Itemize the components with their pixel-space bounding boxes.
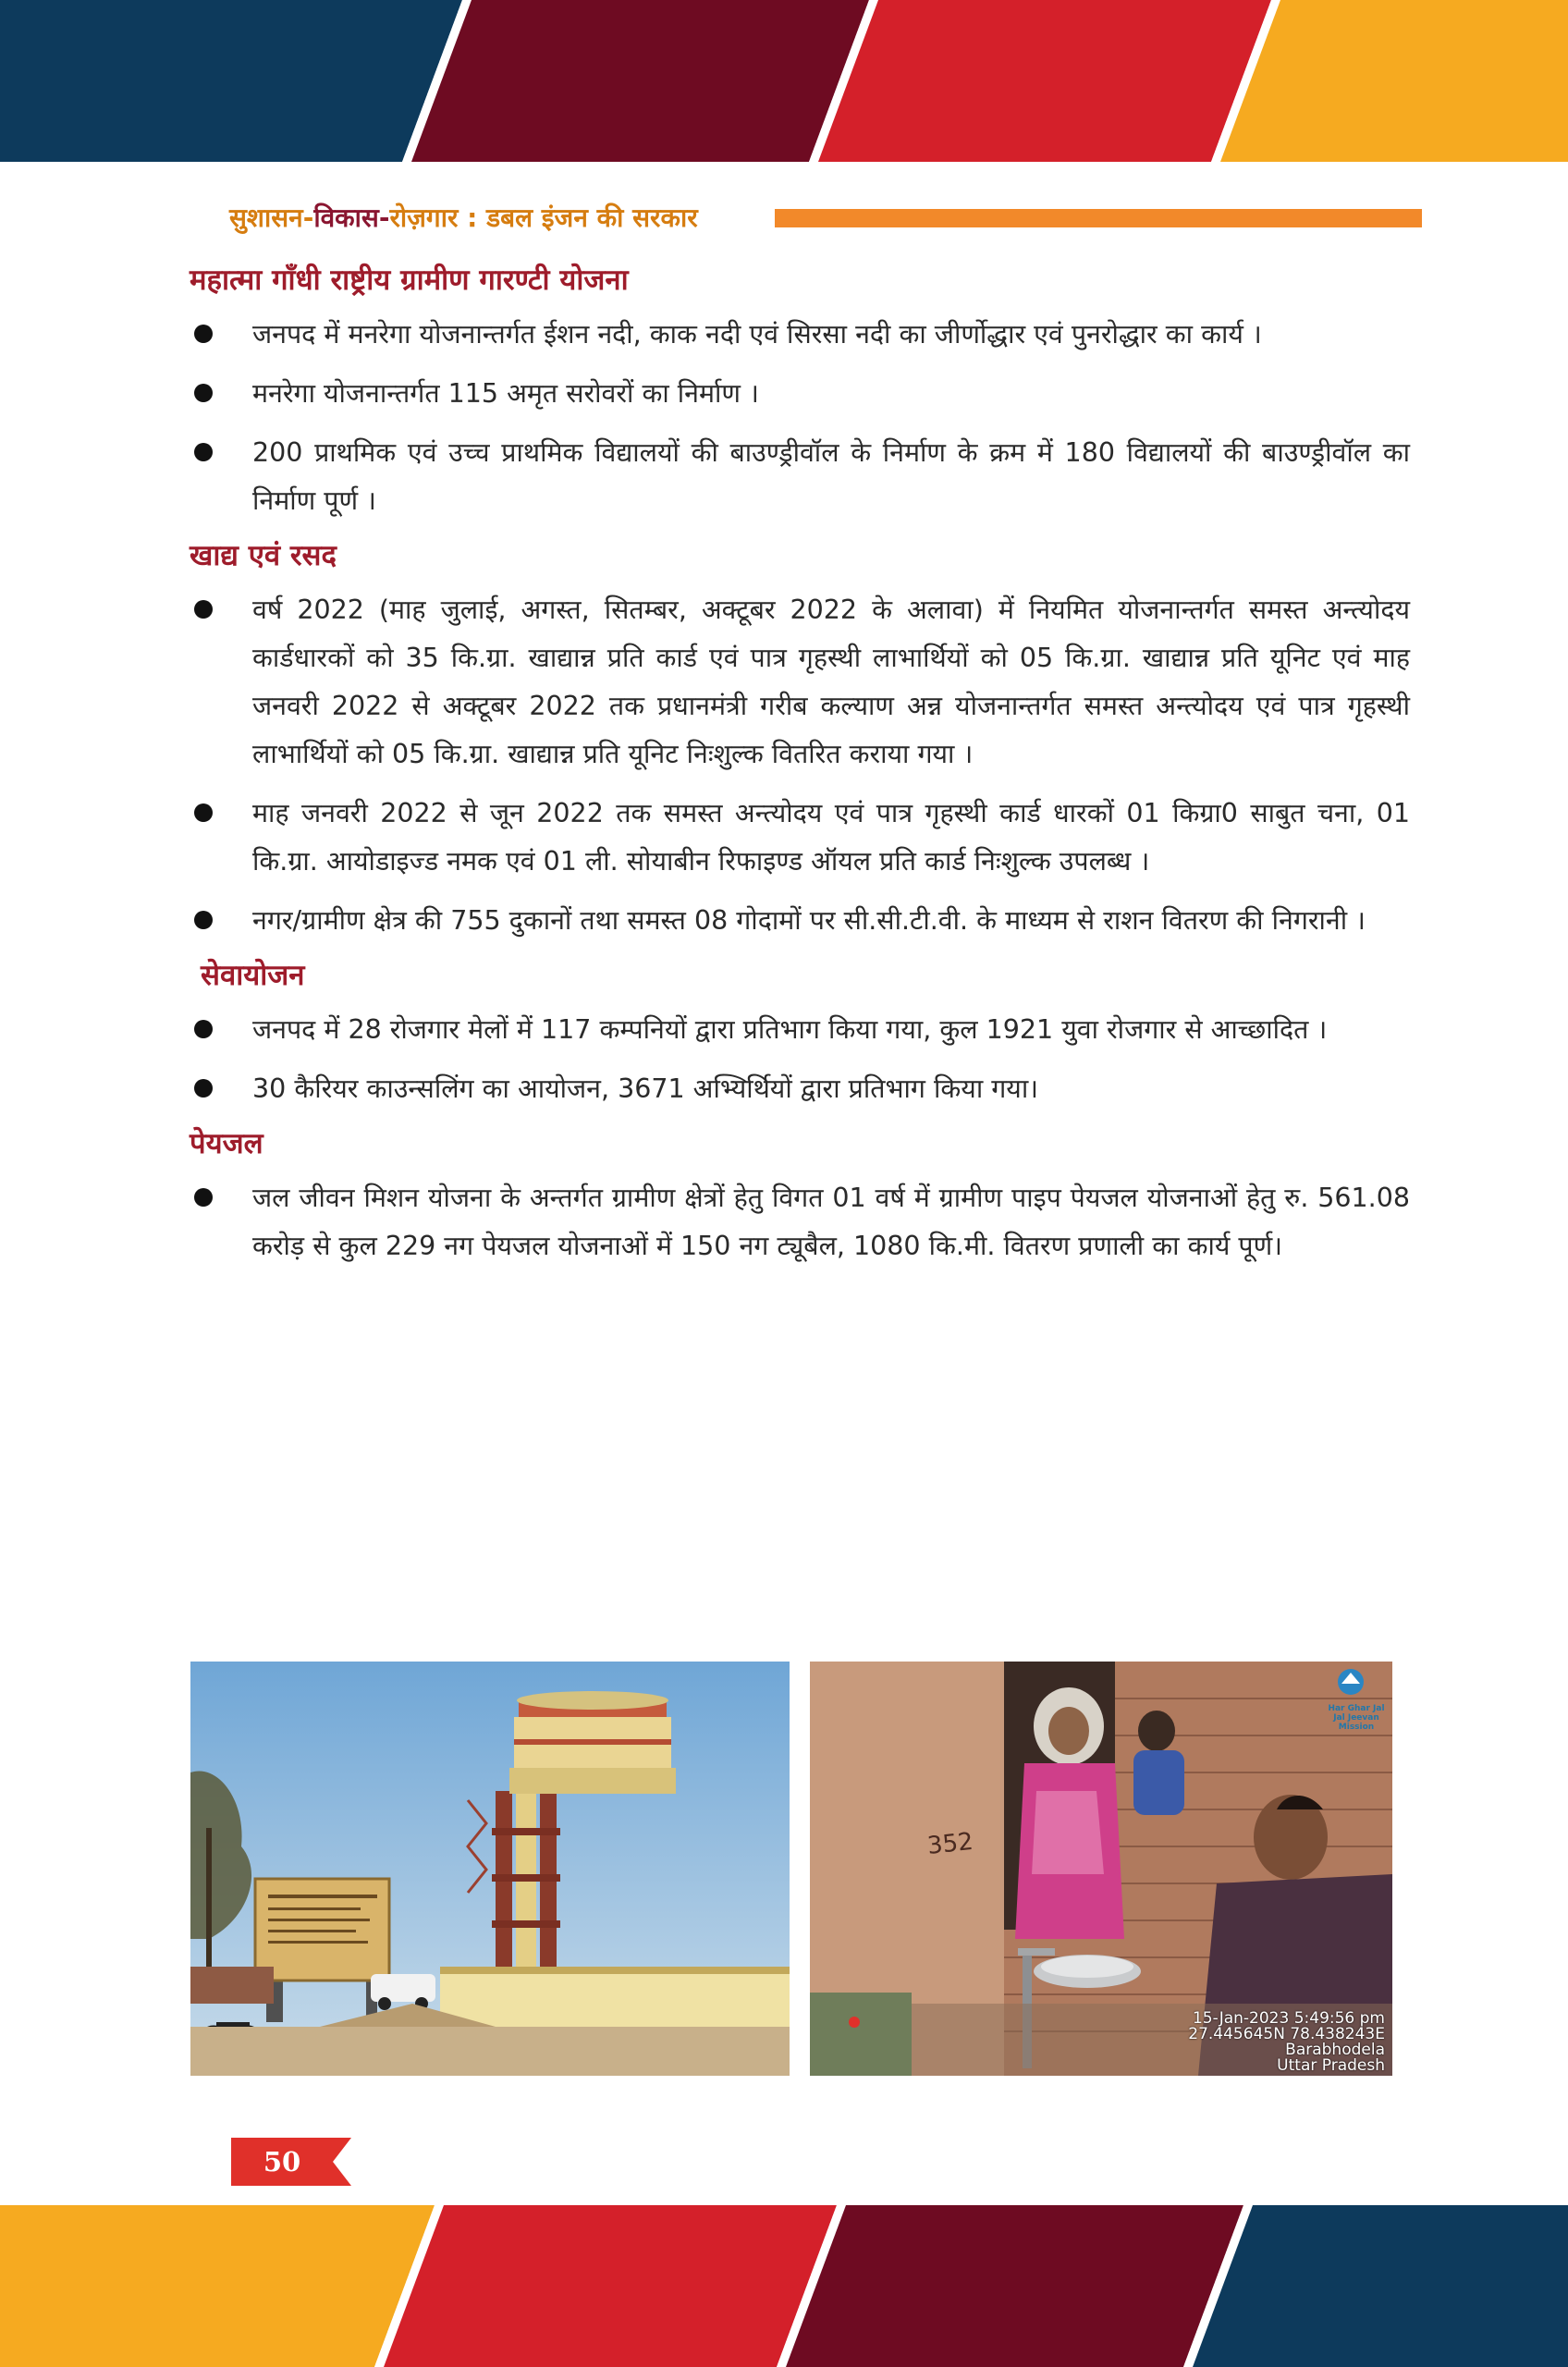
- list-item: जल जीवन मिशन योजना के अन्तर्गत ग्रामीण क्षेत्रों हेतु विगत 01 वर्ष में ग्रामीण पाइप पेयजल योजनाओं हेतु रु. 561.08 करोड़ से कुल 229 नग पेयजल योजनाओं में 150 नग ट्यूबैल, 1080 कि.मी. वितरण प्रणाली का कार्य पूर्ण।: [190, 1174, 1410, 1270]
- list-item: 200 प्राथमिक एवं उच्च प्राथमिक विद्यालयों की बाउण्ड्रीवॉल के निर्माण के क्रम में 180 विद्यालयों की बाउण्ड्रीवॉल का निर्माण पूर्ण ।: [190, 429, 1410, 525]
- list-item: माह जनवरी 2022 से जून 2022 तक समस्त अन्त्योदय एवं पात्र गृहस्थी कार्ड धारकों 01 किग्रा0 साबुत चना, 01 कि.ग्रा. आयोडाइज्ड नमक एवं 01 ली. सोयाबीन रिफाइण्ड ऑयल प्रति कार्ड निःशुल्क उपलब्ध ।: [190, 790, 1410, 886]
- section-title-mgnrega: महात्मा गाँधी राष्ट्रीय ग्रामीण गारण्टी योजना: [190, 264, 629, 297]
- wall-number: 352: [925, 1827, 975, 1860]
- list-item: नगर/ग्रामीण क्षेत्र की 755 दुकानों तथा समस्त 08 गोदामों पर सी.सी.टी.वी. के माध्यम से राशन वितरण की निगरानी ।: [190, 897, 1410, 945]
- page-number-tab: [231, 2138, 351, 2186]
- page-content: [190, 261, 1410, 1282]
- list-item: 30 कैरियर काउन्सलिंग का आयोजन, 3671 अभ्यिर्थियों द्वारा प्रतिभाग किया गया।: [190, 1065, 1410, 1113]
- header-rule: [775, 209, 1422, 227]
- running-header: [229, 200, 1422, 237]
- food-supply-list: [190, 586, 1410, 945]
- water-tap-photo: [810, 1662, 1392, 2076]
- drinking-water-list: [190, 1174, 1410, 1270]
- geo-timestamp: [1188, 2011, 1385, 2074]
- timestamp-line: 15-Jan-2023 5:49:56 pm: [1192, 2009, 1385, 2028]
- jal-jeevan-mission-logo: Har Ghar Jal Jal Jeevan Mission: [1328, 1704, 1385, 1732]
- bottom-color-band: [0, 2205, 1568, 2367]
- top-color-band: [0, 0, 1568, 162]
- section-title-drinking-water: पेयजल: [190, 1127, 263, 1160]
- list-item: जनपद में मनरेगा योजनान्तर्गत ईशन नदी, काक नदी एवं सिरसा नदी का जीर्णोद्धार एवं पुनरोद्धार का कार्य ।: [190, 311, 1410, 359]
- water-tower-photo: [190, 1662, 790, 2076]
- employment-list: [190, 1006, 1410, 1113]
- section-title-food-supply: खाद्य एवं रसद: [190, 539, 337, 572]
- section-title-employment: सेवायोजन: [201, 959, 305, 992]
- coordinates-line: 27.445645N 78.438243E: [1188, 2025, 1385, 2043]
- list-item: मनरेगा योजनान्तर्गत 115 अमृत सरोवरों का निर्माण ।: [190, 370, 1410, 418]
- village-line: Barabhodela: [1285, 2041, 1385, 2059]
- list-item: जनपद में 28 रोजगार मेलों में 117 कम्पनियों द्वारा प्रतिभाग किया गया, कुल 1921 युवा रोजगार से आच्छादित ।: [190, 1006, 1410, 1054]
- page-number: 50: [263, 2146, 301, 2177]
- running-header-text: सुशासन-विकास-रोज़गार : डबल इंजन की सरकार: [229, 202, 698, 233]
- state-line: Uttar Pradesh: [1277, 2056, 1385, 2075]
- mgnrega-list: [190, 311, 1410, 525]
- list-item: वर्ष 2022 (माह जुलाई, अगस्त, सितम्बर, अक्टूबर 2022 के अलावा) में नियमित योजनान्तर्गत समस्त अन्त्योदय कार्डधारकों को 35 कि.ग्रा. खाद्यान्न प्रति कार्ड एवं पात्र गृहस्थी लाभार्थियों को 05 कि.ग्रा. खाद्यान्न प्रति यूनिट एवं माह जनवरी 2022 से अक्टूबर 2022 तक प्रधानमंत्री गरीब कल्याण अन्न योजनान्तर्गत समस्त अन्त्योदय एवं पात्र गृहस्थी लाभार्थियों को 05 कि.ग्रा. खाद्यान्न प्रति यूनिट निःशुल्क वितरित कराया गया ।: [190, 586, 1410, 779]
